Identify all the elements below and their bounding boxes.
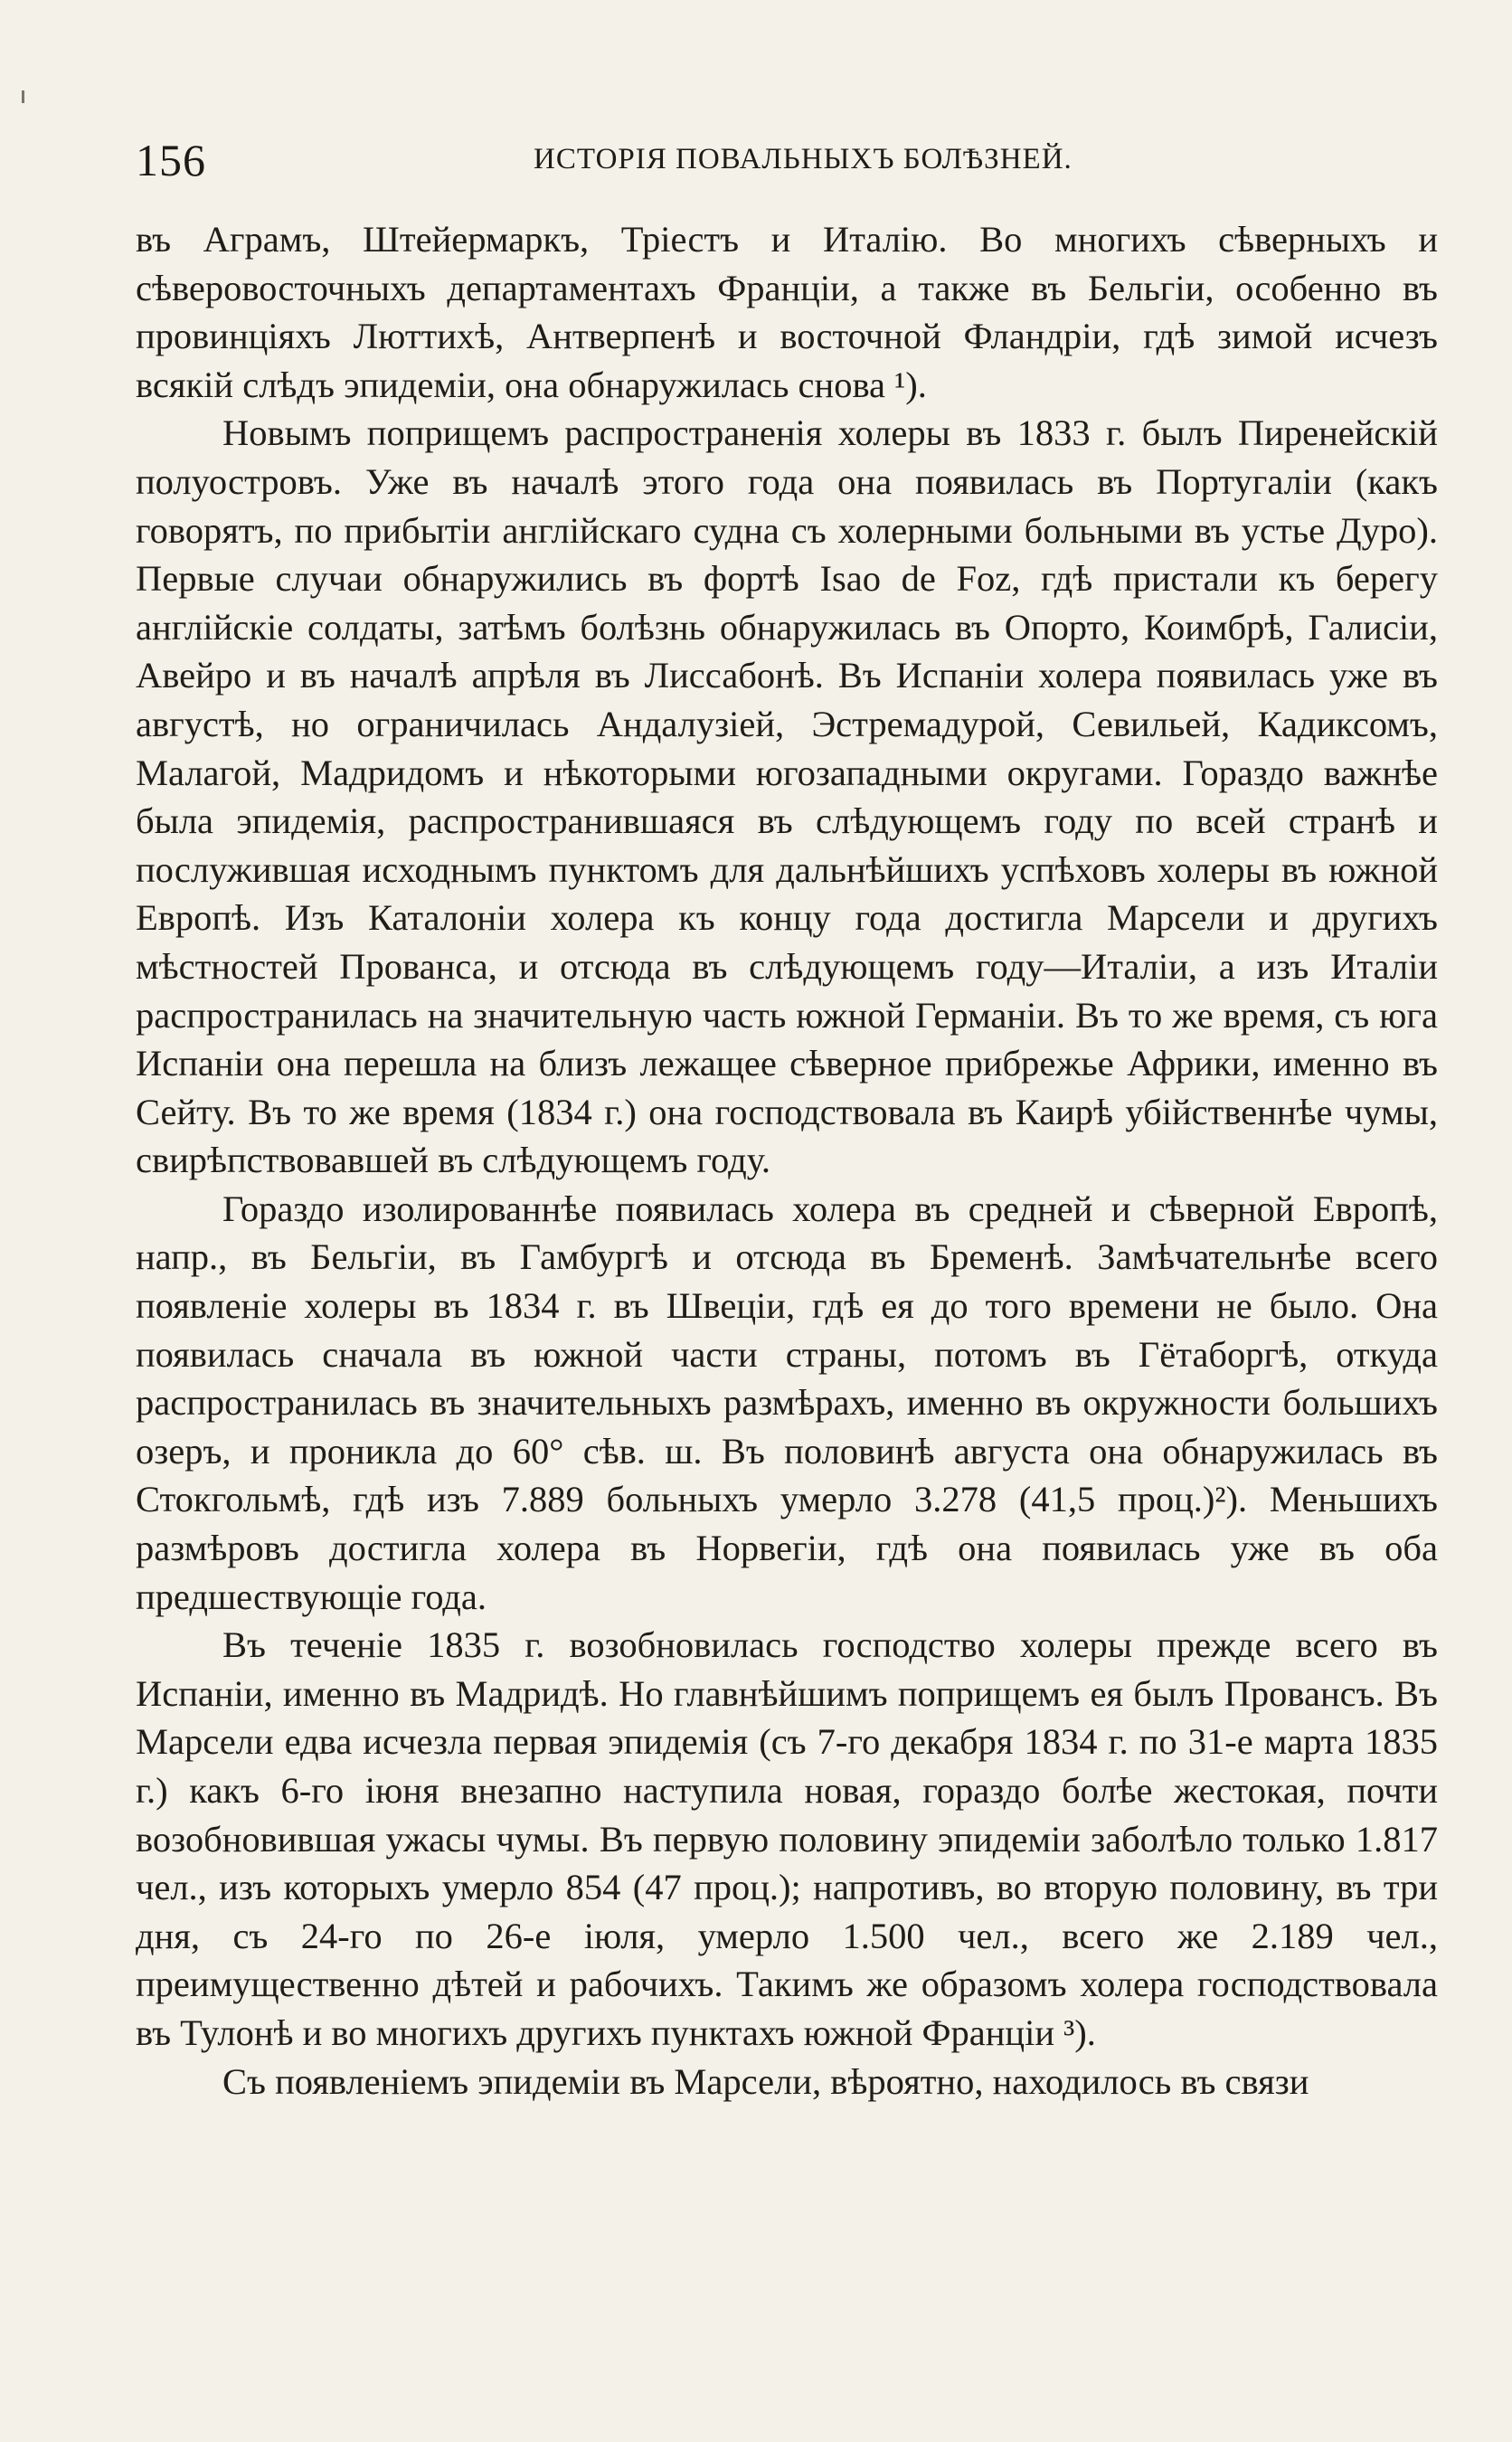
running-title: ИСТОРІЯ ПОВАЛЬНЫХЪ БОЛѢЗНЕЙ. xyxy=(534,143,1073,175)
paragraph-continuation: въ Аграмъ, Штейермаркъ, Тріестъ и Италію. Во многихъ сѣверныхъ и сѣверовосточныхъ департаментахъ Франціи, а также въ Бельгіи, особенно въ провинціяхъ Люттихѣ, Антверпенѣ и восточной Фландріи, гдѣ зимой исчезъ всякій слѣдъ эпидеміи, она обнаружилась снова ¹). xyxy=(136,219,1438,405)
text-body xyxy=(136,215,1438,2106)
paragraph-1833: Новымъ поприщемъ распространенія холеры въ 1833 г. былъ Пиренейскій полуостровъ. Уже въ началѣ этого года она появилась въ Португаліи (какъ говорятъ, по прибытіи англійскаго судна съ холерными больными въ устье Дуро). Первые случаи обнаружились въ фортѣ Isao de Foz, гдѣ пристали къ берегу англійскіе солдаты, затѣмъ болѣзнь обнаружилась въ Опорто, Коимбрѣ, Галисіи, Авейро и въ началѣ апрѣля въ Лиссабонѣ. Въ Испаніи холера появилась уже въ августѣ, но ограничилась Андалузіей, Эстремадурой, Севильей, Кадиксомъ, Малагой, Мадридомъ и нѣкоторыми югозападными округами. Гораздо важнѣе была эпидемія, распространившаяся въ слѣдующемъ году по всей странѣ и послужившая исходнымъ пунктомъ для дальнѣйшихъ успѣховъ холеры въ южной Европѣ. Изъ Каталоніи холера къ концу года достигла Марсели и другихъ мѣстностей Прованса, и отсюда въ слѣдующемъ году—Италіи, а изъ Италіи распространилась на значительную часть южной Германіи. Въ то же время, съ юга Испаніи она перешла на близъ лежащее сѣверное прибрежье Африки, именно въ Сейту. Въ то же время (1834 г.) она господствовала въ Каирѣ убійственнѣе чумы, свирѣпствовавшей въ слѣдующемъ году. xyxy=(136,412,1438,1181)
paragraph-1835: Въ теченіе 1835 г. возобновилась господство холеры прежде всего въ Испаніи, именно въ Мадридѣ. Но главнѣйшимъ поприщемъ ея былъ Провансъ. Въ Марсели едва исчезла первая эпидемія (съ 7-го декабря 1834 г. по 31-е марта 1835 г.) какъ 6-го іюня внезапно наступила новая, гораздо болѣе жестокая, почти возобновившая ужасы чумы. Въ первую половину эпидеміи заболѣло только 1.817 чел., изъ которыхъ умерло 854 (47 проц.); напротивъ, во вторую половину, въ три дня, съ 24-го по 26-е іюля, умерло 1.500 чел., всего же 2.189 чел., преимущественно дѣтей и рабочихъ. Такимъ же образомъ холера господствовала въ Тулонѣ и во многихъ другихъ пунктахъ южной Франціи ³). xyxy=(136,1624,1438,2053)
paragraph-marseille: Съ появленіемъ эпидеміи въ Марсели, вѣроятно, находилось въ связи xyxy=(222,2060,1309,2102)
paragraph-central-north-europe: Гораздо изолированнѣе появилась холера въ средней и сѣверной Европѣ, напр., въ Бельгіи, въ Гамбургѣ и отсюда въ Бременѣ. Замѣчательнѣе всего появленіе холеры въ 1834 г. въ Швеціи, гдѣ ея до того времени не было. Она появилась сначала въ южной части страны, потомъ въ Гётаборгѣ, откуда распространилась въ значительныхъ размѣрахъ, именно въ окружности большихъ озеръ, и проникла до 60° сѣв. ш. Въ половинѣ августа она обнаружилась въ Стокгольмѣ, гдѣ изъ 7.889 больныхъ умерло 3.278 (41,5 проц.)²). Меньшихъ размѣровъ достигла холера въ Норвегіи, гдѣ она появилась уже въ оба предшествующіе года. xyxy=(136,1188,1438,1617)
page-number: 156 xyxy=(136,135,206,185)
page-header xyxy=(136,134,1456,197)
scan-mark xyxy=(22,90,24,103)
